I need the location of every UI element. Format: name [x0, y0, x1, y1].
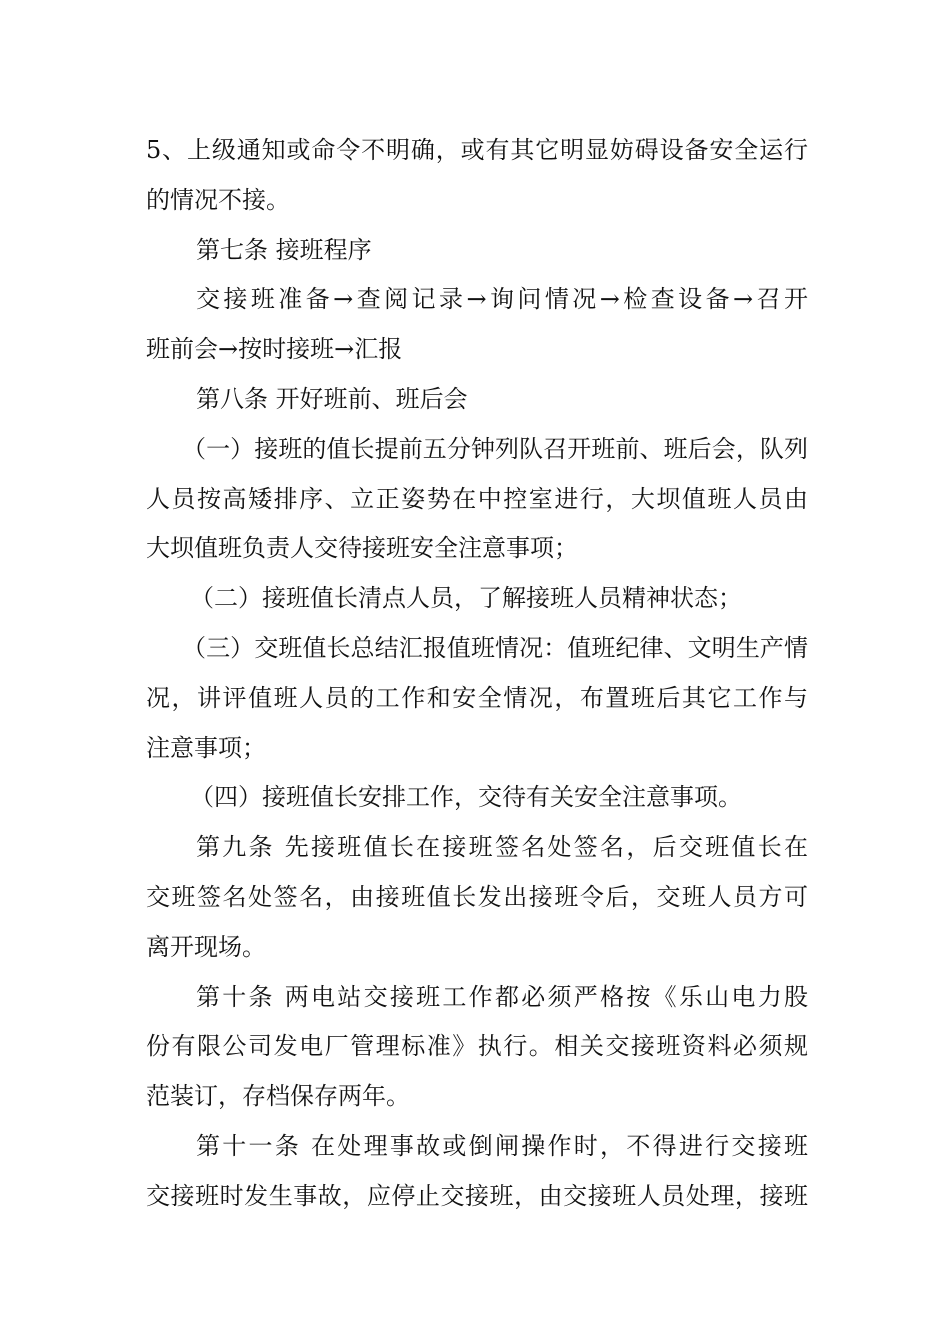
text-line: （一）接班的值长提前五分钟列队召开班前、班后会，队列: [182, 434, 808, 463]
text-line: 交接班准备→查阅记录→询问情况→检查设备→召开: [196, 285, 808, 314]
text-line: 交接班时发生事故，应停止交接班，由交接班人员处理，接班: [146, 1181, 808, 1210]
text-line: 份有限公司发电厂管理标准》执行。相关交接班资料必须规: [146, 1032, 808, 1061]
text-line: 况，讲评值班人员的工作和安全情况，布置班后其它工作与: [146, 683, 808, 712]
text-line: 注意事项；: [146, 733, 266, 762]
text-line: 第十条 两电站交接班工作都必须严格按《乐山电力股: [196, 982, 808, 1011]
article-heading: 第八条 开好班前、班后会: [196, 384, 468, 413]
text-line: 范装订，存档保存两年。: [146, 1082, 410, 1111]
text-line: 人员按高矮排序、立正姿势在中控室进行，大坝值班人员由: [146, 484, 808, 513]
text-line: 班前会→按时接班→汇报: [146, 335, 403, 364]
text-line: 第九条 先接班值长在接班签名处签名，后交班值长在: [196, 833, 808, 862]
document-page: [146, 126, 808, 1222]
article-heading: 第七条 接班程序: [196, 235, 372, 264]
text-line: （二）接班值长清点人员，了解接班人员精神状态；: [190, 584, 742, 613]
text-line: 离开现场。: [146, 932, 266, 961]
text-line: 交班签名处签名，由接班值长发出接班令后，交班人员方可: [146, 882, 808, 911]
text-line: 第十一条 在处理事故或倒闸操作时，不得进行交接班: [196, 1131, 808, 1160]
text-line: （三）交班值长总结汇报值班情况：值班纪律、文明生产情: [182, 633, 808, 662]
text-line: 的情况不接。: [146, 185, 290, 214]
text-line: 5、上级通知或命令不明确，或有其它明显妨碍设备安全运行: [146, 136, 808, 164]
text-line: 大坝值班负责人交待接班安全注意事项；: [146, 534, 578, 563]
text-line: （四）接班值长安排工作，交待有关安全注意事项。: [190, 783, 742, 812]
